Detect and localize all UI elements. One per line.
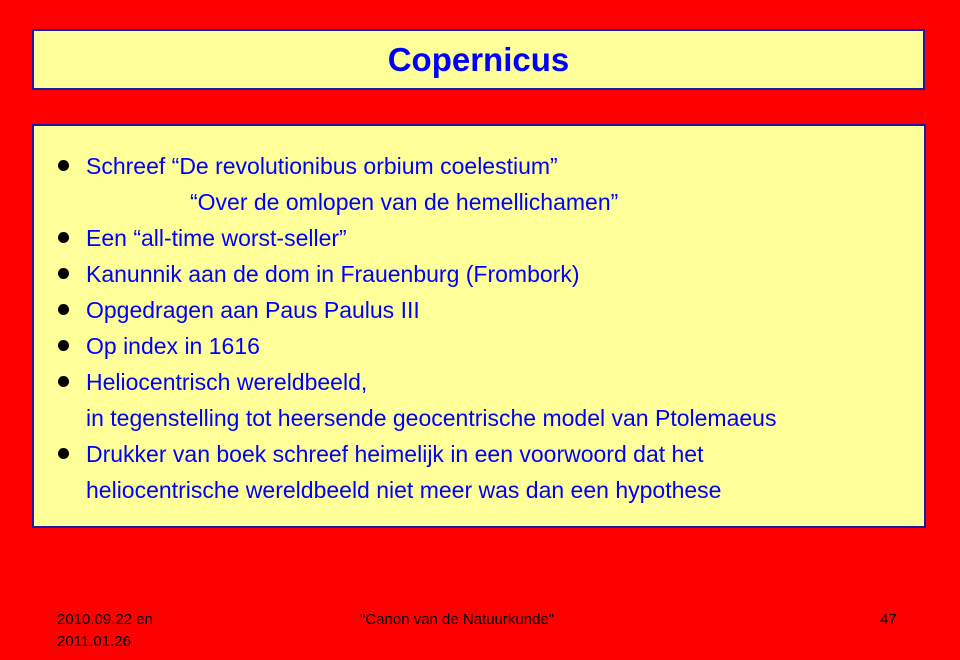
bullet-item — [34, 256, 776, 292]
bullet-item — [34, 292, 776, 328]
title-box — [32, 29, 925, 90]
bullet-item — [34, 220, 776, 256]
bullet-dot-icon — [58, 340, 69, 351]
footer-date-line: 2011.01.26 — [57, 633, 131, 650]
bullet-item — [34, 148, 776, 220]
bullet-text-continuation: heliocentrische wereldbeeld niet meer was dan een hypothese — [86, 477, 722, 503]
bullet-text: Heliocentrisch wereldbeeld, — [86, 369, 368, 395]
bullet-text: Drukker van boek schreef heimelijk in een voorwoord dat het — [86, 441, 704, 467]
bullet-dot-icon — [58, 160, 69, 171]
bullet-text: Een “all-time worst-seller” — [86, 225, 347, 251]
content-box — [32, 124, 926, 528]
bullet-dot-icon — [58, 376, 69, 387]
page-number: 47 — [880, 611, 897, 628]
bullet-text-continuation: in tegenstelling tot heersende geocentrische model van Ptolemaeus — [86, 405, 777, 431]
bullet-text-continuation: “Over de omlopen van de hemellichamen” — [190, 189, 619, 215]
bullet-dot-icon — [58, 268, 69, 279]
bullet-item — [34, 364, 776, 436]
bullet-list — [34, 148, 776, 508]
footer-title: "Canon van de Natuurkunde" — [360, 611, 555, 628]
bullet-text: Kanunnik aan de dom in Frauenburg (Frombork) — [86, 261, 580, 287]
footer-date-line: 2010.09.22 en — [57, 611, 153, 628]
slide-title: Copernicus — [387, 41, 570, 78]
footer-date — [57, 609, 217, 653]
bullet-item — [34, 328, 776, 364]
bullet-dot-icon — [58, 232, 69, 243]
bullet-dot-icon — [58, 448, 69, 459]
bullet-text: Op index in 1616 — [86, 333, 260, 359]
bullet-dot-icon — [58, 304, 69, 315]
bullet-item — [34, 436, 776, 508]
bullet-text: Opgedragen aan Paus Paulus III — [86, 297, 420, 323]
bullet-text: Schreef “De revolutionibus orbium coelestium” — [86, 153, 558, 179]
